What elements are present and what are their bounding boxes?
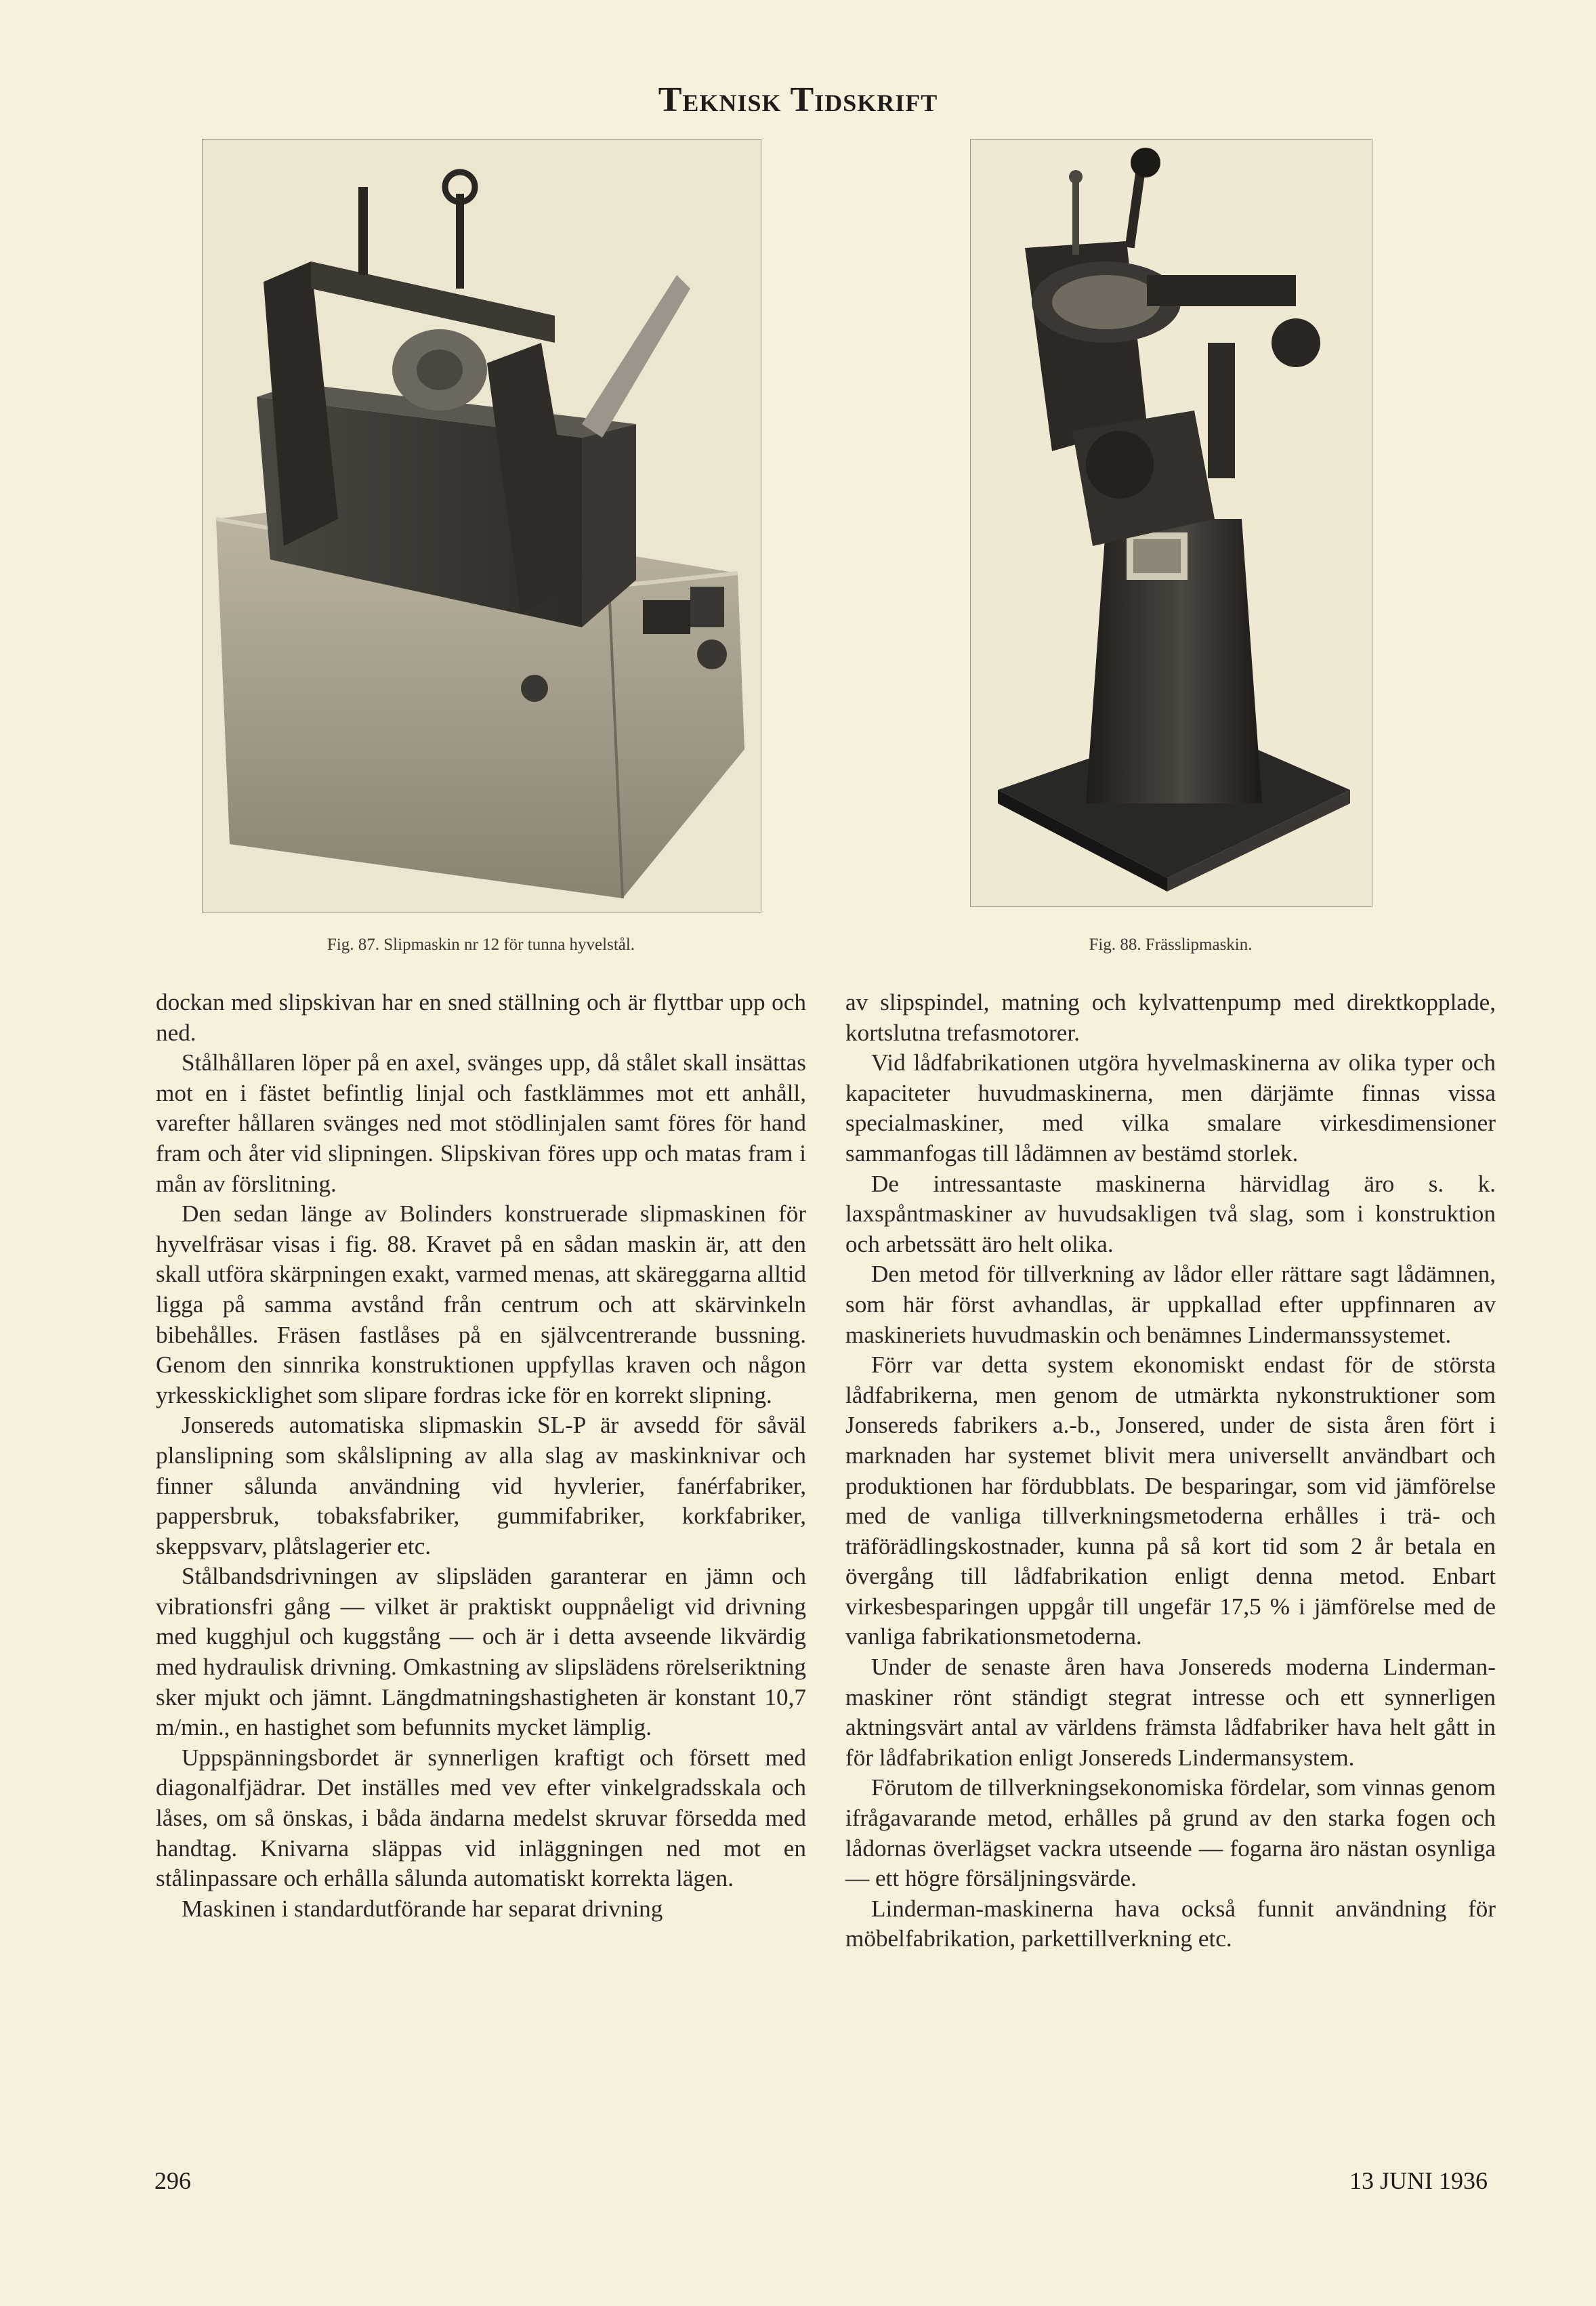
paragraph: Förr var detta system ekonomiskt endast för de största lådfabrikerna, men genom de utmärkta nykonstruktioner som Jonsereds fabrikers a.-b., Jonsered, under de sista åren fört i marknaden har systemet blivit mera universellt användbart och produktionen har fördubblats. De besparingar, som vid jämförelse med de vanliga tillverkningsmetoderna erhålles i trä- och träförädlingskostnader, kunna på så kort tid som 2 år betala en övergång till lådfabrikation enligt denna metod. Enbart virkesbesparingen uppgår till ungefär 17,5 % i jämförelse med de vanliga fabrikationsmetoderna. — [845, 1351, 1496, 1650]
paragraph: av slipspindel, matning och kylvattenpump med direktkopplade, kortslutna trefasmotorer. — [845, 989, 1496, 1046]
paragraph: Uppspänningsbordet är synnerligen kraftigt och försett med diagonalfjädrar. Det inställes med vev efter vinkelgradsskala och låses, om så önskas, i båda ändarna medelst skruvar försedda med handtag. Knivarna släppas vid inläggningen ned mot en stålinpassare och erhålla sålunda automatiskt korrekta lägen. — [156, 1744, 806, 1892]
right-text-column — [845, 988, 1496, 1954]
paragraph: dockan med slipskivan har en sned ställning och är flyttbar upp och ned. — [156, 989, 806, 1046]
paragraph: Jonsereds automatiska slipmaskin SL-P är avsedd för såväl planslipning som skålslipning av alla slag av maskinknivar och finner sålunda användning vid hyvlerier, fanérfabriker, pappersbruk, tobaksfabriker, gummifabriker, korkfabriker, skeppsvarv, plåtslagerier etc. — [156, 1412, 806, 1559]
figure-88-photo — [970, 139, 1372, 907]
paragraph: Under de senaste åren hava Jonsereds moderna Linderman-maskiner rönt ständigt stegrat intresse och ett synnerligen aktningsvärt antal av världens främsta lådfabriker hava helt gått in för lådfabrikation enligt Jonsereds Lindermansystem. — [845, 1654, 1496, 1771]
paragraph: Vid lådfabrikationen utgöra hyvelmaskinerna av olika typer och kapaciteter huvudmaskinerna, men därjämte finnas vissa specialmaskiner, med vilka smalare virkesdimensioner sammanfogas till lådämnen av bestämd storlek. — [845, 1049, 1496, 1167]
paragraph: Stålbandsdrivningen av slipsläden garanterar en jämn och vibrationsfri gång — vilket är praktiskt ouppnåeligt vid drivning med kugghjul och kuggstång — och är i detta avseende likvärdig med hydraulisk drivning. Omkastning av slipslädens rörelseriktning sker mjukt och jämnt. Längdmatningshastigheten är konstant 10,7 m/min., en hastighet som befunnits mycket lämplig. — [156, 1563, 806, 1741]
paragraph: Maskinen i standardutförande har separat drivning — [182, 1895, 663, 1922]
paragraph: Den sedan länge av Bolinders konstruerade slipmaskinen för hyvelfräsar visas i fig. 88. Kravet på en sådan maskin är, att den skall utföra skärpningen exakt, varmed menas, att skäreggarna alltid ligga på samma avstånd från centrum och att skärvinkeln bibehålles. Fräsen fastlåses på en självcentrerande bussning. Genom den sinnrika konstruktionen uppfyllas kraven och någon yrkesskicklighet som slipare fordras icke för en korrekt slipning. — [156, 1200, 806, 1408]
paragraph: De intressantaste maskinerna härvidlag äro s. k. laxspåntmaskiner av huvudsakligen två slag, som i konstruktion och arbetssätt äro helt olika. — [845, 1170, 1496, 1257]
paragraph: Stålhållaren löper på en axel, svänges upp, då stålet skall insättas mot en i fästet befintlig linjal och fastklämmes mot ett anhåll, varefter hållaren svänges ned mot stödlinjalen samt föres för hand fram och åter vid slipningen. Slipskivan föres upp och matas fram i mån av förslitning. — [156, 1049, 806, 1197]
issue-date: 13 JUNI 1936 — [1349, 2167, 1488, 2194]
left-text-column — [156, 988, 806, 1924]
figure-87-caption: Fig. 87. Slipmaskin nr 12 för tunna hyvelstål. — [327, 936, 635, 954]
page-number: 296 — [154, 2167, 191, 2194]
paragraph: Den metod för tillverkning av lådor eller rättare sagt lådämnen, som här först avhandlas, är uppkallad efter uppfinnaren av maskineriets huvudmaskin och benämnes Lindermanssystemet. — [845, 1261, 1496, 1348]
paragraph: Förutom de tillverkningsekonomiska fördelar, som vinnas genom ifrågavarande metod, erhålles på grund av den starka fogen och lådornas överlägset vackra utseende — fogarna äro nästan osynliga — ett högre försäljningsvärde. — [845, 1774, 1496, 1892]
paragraph: Linderman-maskinerna hava också funnit användning för möbelfabrikation, parkettillverkning etc. — [845, 1895, 1496, 1952]
journal-header: Teknisk Tidskrift — [658, 81, 938, 119]
figure-88-caption: Fig. 88. Frässlipmaskin. — [1089, 936, 1253, 954]
figure-87-photo — [202, 139, 761, 913]
